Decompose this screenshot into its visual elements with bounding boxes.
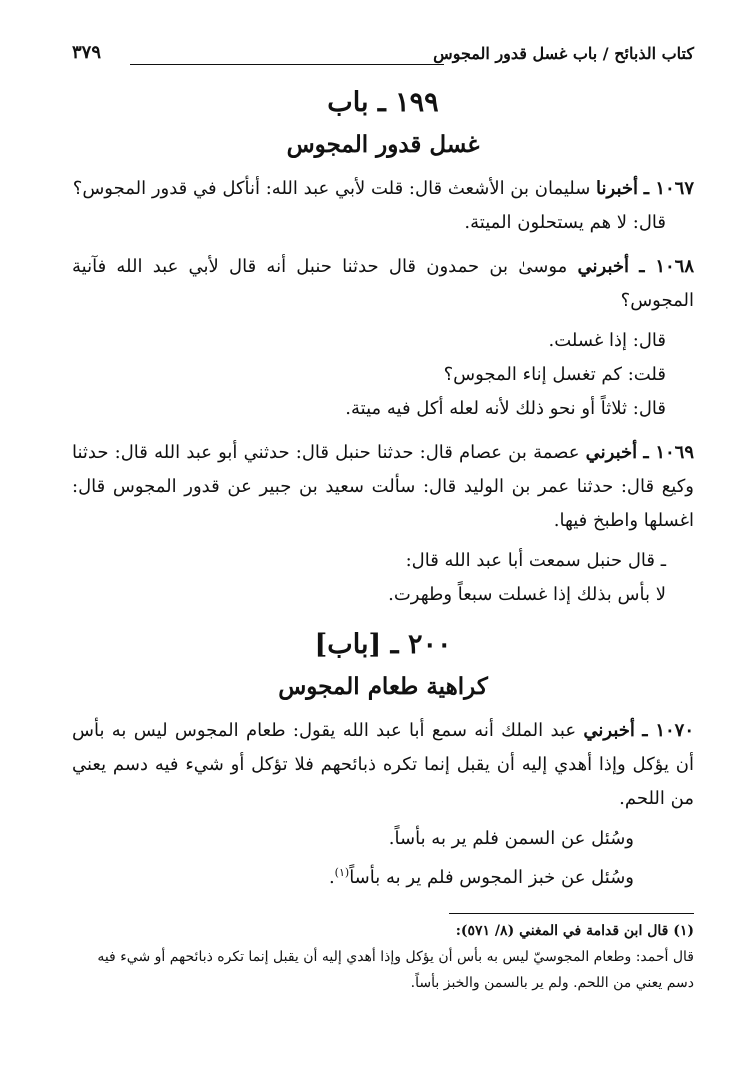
hadith-1070 (72, 714, 694, 816)
chapter-title-199: غسل قدور المجوس (286, 131, 480, 158)
dialogue-line: قلت: كم تغسل إناء المجوس؟ (443, 364, 666, 385)
chapter-title-200: كراهية طعام المجوس (278, 673, 488, 700)
dialogue-line: ـ قال حنبل سمعت أبا عبد الله قال: (405, 550, 666, 571)
dialogue-line: وسُئل عن السمن فلم ير به بأساً. (388, 828, 634, 849)
narration-verb: أخبرني (583, 720, 635, 741)
narration-verb: أخبرني (577, 256, 630, 277)
chapter-heading-200: ٢٠٠ ـ [باب] (314, 629, 452, 660)
running-head (72, 36, 694, 70)
hadith-number: ١٠٦٨ ـ (639, 256, 694, 277)
hadith-1068 (72, 250, 694, 318)
footnote (72, 918, 694, 996)
book-page (72, 36, 694, 1089)
hadith-text: عبد الملك أنه سمع أبا عبد الله يقول: طعام المجوس ليس به بأس أن يؤكل وإذا أهدي إليه أن يقبل إنما تكره ذبائحهم فلا تؤكل أو شيء فيه دسم يعني من اللحم. (72, 720, 694, 809)
running-head-rule (130, 64, 444, 65)
narration-verb: أخبرنا (596, 178, 639, 199)
chapter-heading-199: ١٩٩ ـ باب (327, 87, 439, 118)
dialogue-end: . (328, 867, 335, 888)
footnote-reference: (١) قال ابن قدامة في المغني (٨/ ٥٧١): (455, 923, 694, 939)
hadith-text: عصمة بن عصام قال: حدثنا حنبل قال: حدثني أبو عبد الله قال: حدثنا وكيع قال: حدثنا عمر بن الوليد قال: سألت سعيد بن جبير عن قدور المجوس قال: اغسلها واطبخ فيها. (72, 442, 694, 531)
running-head-title: كتاب الذبائح / باب غسل قدور المجوس (433, 44, 694, 63)
hadith-text: سليمان بن الأشعث قال: قلت لأبي عبد الله: أنأكل في قدور المجوس؟ (72, 178, 597, 199)
dialogue-text: وسُئل عن خبز المجوس فلم ير به بأساً (349, 867, 634, 888)
narration-verb: أخبرني (585, 442, 638, 463)
dialogue-line (72, 856, 694, 895)
page-number: ٣٧٩ (72, 42, 102, 63)
dialogue-line: لا بأس بذلك إذا غسلت سبعاً وطهرت. (388, 584, 666, 605)
hadith-1067 (72, 172, 694, 206)
hadith-number: ١٠٦٧ ـ (643, 178, 694, 199)
footnote-separator (449, 913, 694, 914)
hadith-1069 (72, 436, 694, 538)
dialogue-line: قال: ثلاثاً أو نحو ذلك لأنه لعله أكل فيه ميتة. (345, 398, 666, 419)
footnote-text: قال أحمد: وطعام المجوسيّ ليس به بأس أن يؤكل وإذا أهدي إليه أن يقبل إنما تكره ذبائحهم أو شيء فيه دسم يعني من اللحم. ولم ير بالسمن والخبز بأساً. (97, 949, 694, 991)
hadith-text: موسىٰ بن حمدون قال حدثنا حنبل أنه قال لأبي عبد الله فآنية المجوس؟ (72, 256, 694, 311)
footnote-marker[interactable]: (١) (334, 866, 350, 879)
hadith-reply: قال: لا هم يستحلون الميتة. (464, 212, 666, 233)
hadith-number: ١٠٦٩ ـ (643, 442, 694, 463)
dialogue-line: قال: إذا غسلت. (548, 330, 666, 351)
hadith-number: ١٠٧٠ ـ (642, 720, 694, 741)
